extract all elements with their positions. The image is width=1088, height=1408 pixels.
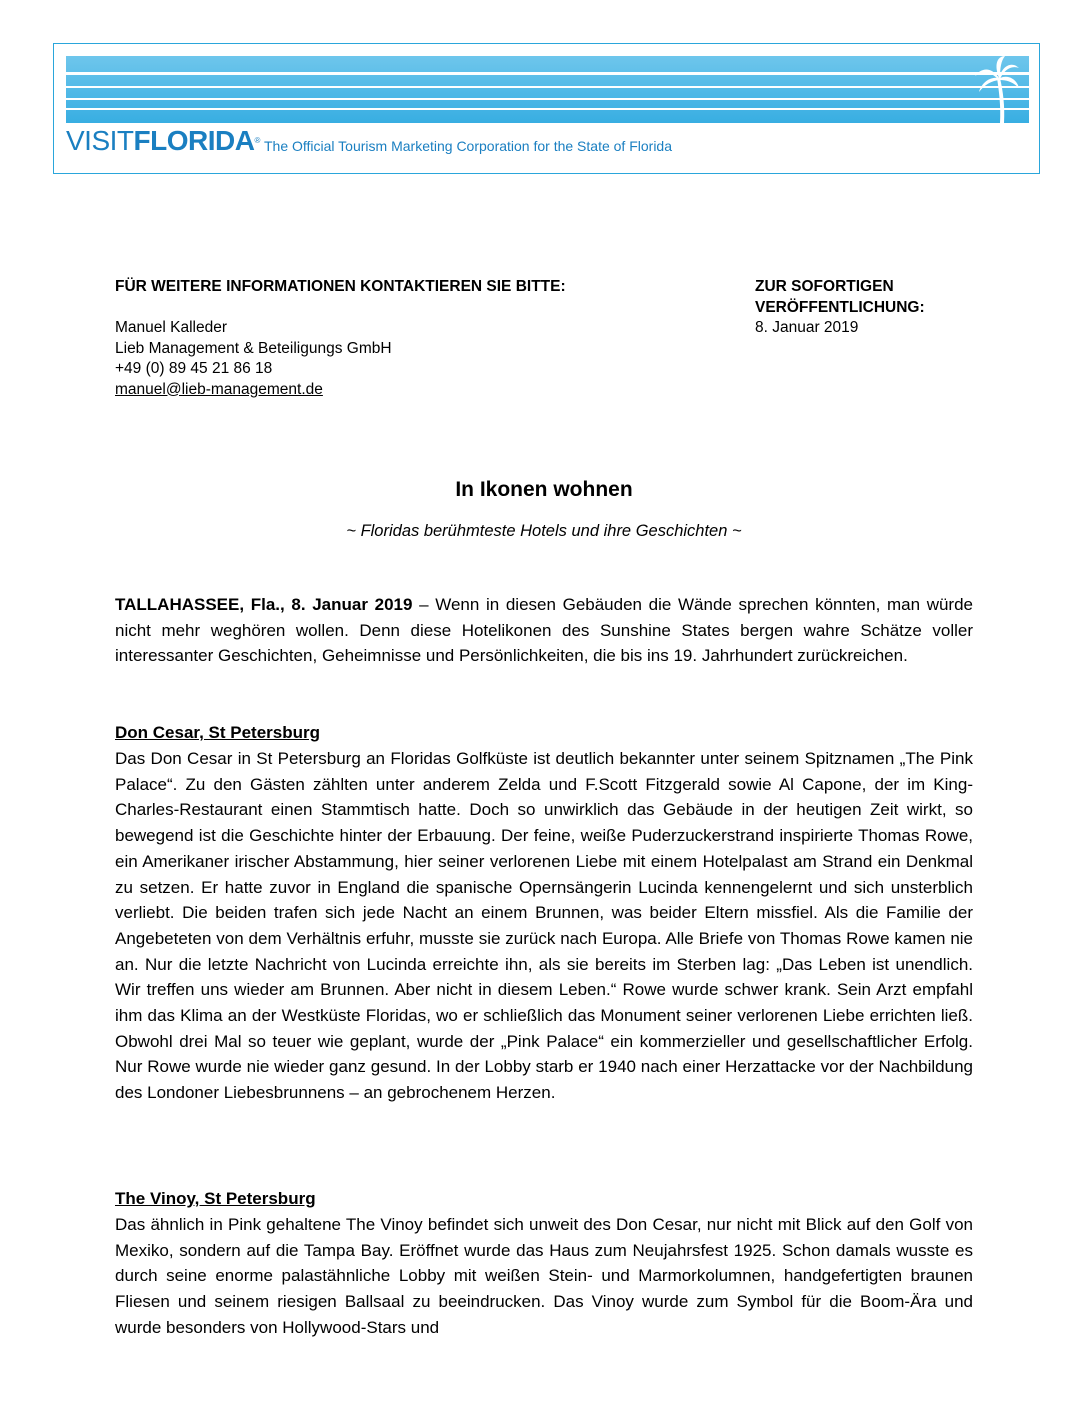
- logo-visit: VISIT: [66, 125, 134, 156]
- contact-name: Manuel Kalleder: [115, 319, 228, 336]
- dateline: TALLAHASSEE, Fla., 8. Januar 2019: [115, 595, 413, 614]
- release-label-line2: VERÖFFENTLICHUNG:: [755, 298, 925, 316]
- contact-company: Lieb Management & Beteiligungs GmbH: [115, 339, 392, 357]
- visit-florida-logo: [66, 124, 260, 158]
- release-label-line1: ZUR SOFORTIGEN: [755, 278, 894, 295]
- release-date: 8. Januar 2019: [755, 319, 859, 336]
- logo-florida: FLORIDA: [133, 125, 255, 156]
- contact-heading: FÜR WEITERE INFORMATIONEN KONTAKTIEREN SIE BITTE:: [115, 278, 566, 295]
- intro-text: – Wenn in diesen Gebäuden die Wände sprechen könnten, man würde nicht mehr weghören wollen. Denn diese Hotelikonen des Sunshine States bergen wahre Schätze voller interessanter Geschichten, Geheimnisse und Persönlichkeiten, die bis ins 19. Jahrhundert zurückreichen.: [115, 595, 973, 666]
- header-banner: [53, 43, 1040, 174]
- page-subtitle: ~ Floridas berühmteste Hotels und ihre Geschichten ~: [346, 522, 742, 540]
- section-heading-vinoy: The Vinoy, St Petersburg: [115, 1189, 316, 1208]
- page-title: In Ikonen wohnen: [455, 478, 633, 501]
- logo-reg: ®: [254, 136, 260, 145]
- intro-paragraph: [115, 592, 973, 669]
- section-heading-don-cesar: Don Cesar, St Petersburg: [115, 723, 321, 742]
- banner-stripes: [66, 56, 1029, 123]
- contact-email-link[interactable]: manuel@lieb-management.de: [115, 380, 323, 398]
- section-text-don-cesar: Das Don Cesar in St Petersburg an Floridas Golfküste ist deutlich bekannter unter seinem Spitznamen „The Pink Palace“. Zu den Gästen zählten unter anderem Zelda und F.Scott Fitzgerald sowie Al Capone, der im King-Charles-Restaurant einen Stammtisch hatte. Doch so unwirklich das Gebäude in der heutigen Zeit wirkt, so bewegend ist die Geschichte hinter der Erbauung. Der feine, weiße Puderzuckerstrand inspirierte Thomas Rowe, ein Amerikaner irischer Abstammung, hier seiner verlorenen Liebe mit einem Hotelpalast am Strand ein Denkmal zu setzen. Er hatte zuvor in England die spanische Opernsängerin Lucinda kennengelernt und sich unsterblich verliebt. Die beiden trafen sich jede Nacht an einem Brunnen, was beider Eltern missfiel. Als die Familie der Angebeteten von dem Verhältnis erfuhr, musste sie zurück nach Europa. Alle Briefe von Thomas Rowe kamen nie an. Nur die letzte Nachricht von Lucinda erreichte ihn, als sie bereits im Sterben lag: „Das Leben ist unendlich. Wir treffen uns wieder am Brunnen. Aber nicht in diesem Leben.“ Rowe wurde schwer krank. Sein Arzt empfahl ihm das Klima an der Westküste Floridas, wo er schließlich das Monument seiner verlorenen Liebe errichten ließ. Obwohl drei Mal so teuer wie geplant, wurde der „Pink Palace“ ein kommerzieller und gesellschaftlicher Erfolg. Nur Rowe wurde nie wieder ganz gesund. In der Lobby starb er 1940 nach einer Herzattacke vor der Nachbildung des Londoner Liebesbrunnens – an gebrochenem Herzen.: [115, 749, 973, 1103]
- tagline: The Official Tourism Marketing Corporation for the State of Florida: [264, 138, 672, 154]
- section-text-vinoy: Das ähnlich in Pink gehaltene The Vinoy befindet sich unweit des Don Cesar, nur nicht mit Blick auf den Golf von Mexiko, sondern auf die Tampa Bay. Eröffnet wurde das Haus zum Neujahrsfest 1925. Schon damals wusste es durch seine enorme palastähnliche Lobby mit weißen Stein- und Marmorkolumnen, handgefertigten braunen Fliesen und seinem riesigen Ballsaal zu beeindrucken. Das Vinoy wurde zum Symbol für die Boom-Ära und wurde besonders von Hollywood-Stars und: [115, 1215, 973, 1337]
- contact-phone: +49 (0) 89 45 21 86 18: [115, 360, 273, 377]
- palm-tree-icon: [973, 56, 1019, 123]
